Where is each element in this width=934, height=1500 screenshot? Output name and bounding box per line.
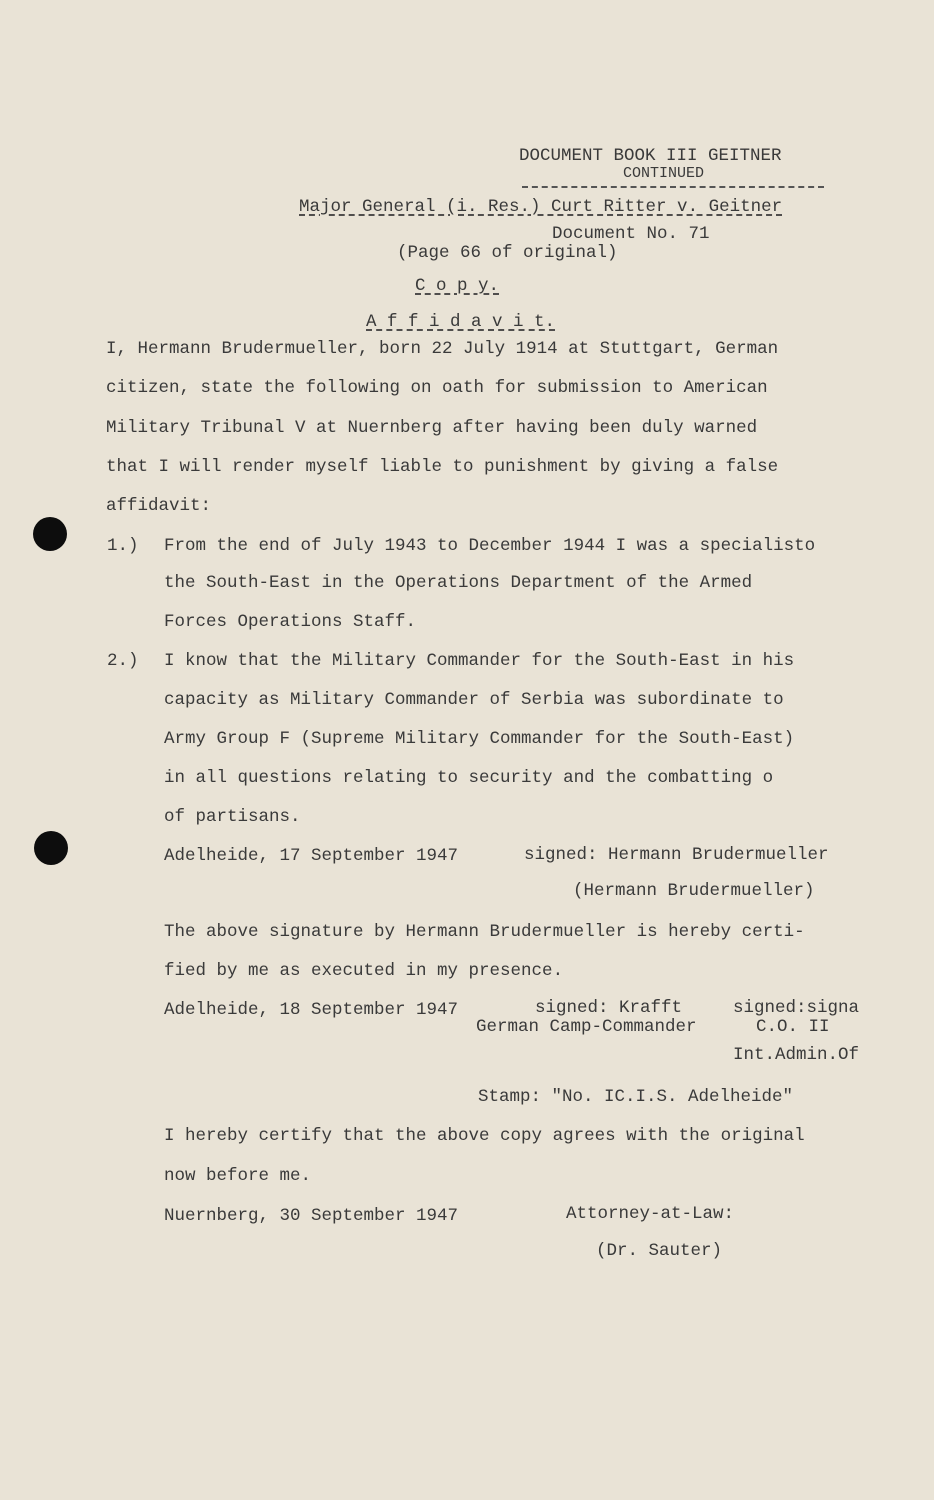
continued-label: CONTINUED [623,165,705,182]
item-line: From the end of July 1943 to December 1944 I was a specialisto [164,536,816,556]
final-line: now before me. [164,1166,312,1186]
signature-place-date: Adelheide, 17 September 1947 [164,846,459,866]
document-book: DOCUMENT BOOK III GEITNER [519,146,782,166]
final-line: I hereby certify that the above copy agrees with the original [164,1126,805,1146]
attorney-label: Attorney-at-Law: [566,1204,735,1224]
item-line: the South-East in the Operations Department of the Armed [164,573,753,593]
document-number: Document No. 71 [552,224,710,244]
copy-title: C o p y. [415,276,500,296]
punch-hole [34,831,68,865]
int-admin-officer: Int.Admin.Of [733,1045,860,1065]
signed-signa: signed:signa [733,998,860,1018]
defendant-line: Major General (i. Res.) Curt Ritter v. Geitner [299,197,783,217]
item-line: Army Group F (Supreme Military Commander for the South-East) [164,729,795,749]
item-line: Forces Operations Staff. [164,612,417,632]
intro-line: Military Tribunal V at Nuernberg after having been duly warned [106,418,758,438]
attorney-name: (Dr. Sauter) [596,1241,723,1261]
commanding-officer: C.O. II [756,1017,830,1037]
intro-line: affidavit: [106,496,212,516]
certification-line: The above signature by Hermann Brudermueller is hereby certi- [164,922,805,942]
affidavit-title: A f f i d a v i t. [366,312,556,332]
signed-krafft: signed: Krafft [535,998,683,1018]
stamp-text: Stamp: "No. IC.I.S. Adelheide" [478,1087,794,1107]
item-line: of partisans. [164,807,301,827]
certification-line: fied by me as executed in my presence. [164,961,564,981]
signature-signed: signed: Hermann Brudermueller [524,845,829,865]
item-line: capacity as Military Commander of Serbia was subordinate to [164,690,784,710]
item-line: I know that the Military Commander for the South-East in his [164,651,795,671]
signature-name: (Hermann Brudermueller) [573,881,815,901]
item-line: in all questions relating to security and the combatting o [164,768,774,788]
camp-commander-title: German Camp-Commander [476,1017,697,1037]
intro-line: I, Hermann Brudermueller, born 22 July 1914 at Stuttgart, German [106,339,779,359]
page-reference: (Page 66 of original) [397,243,618,263]
certification-place-date: Adelheide, 18 September 1947 [164,1000,459,1020]
item-number: 2.) [107,651,139,671]
header-rule [522,186,824,188]
punch-hole [33,517,67,551]
intro-line: that I will render myself liable to punishment by giving a false [106,457,779,477]
item-number: 1.) [107,536,139,556]
final-place-date: Nuernberg, 30 September 1947 [164,1206,459,1226]
intro-line: citizen, state the following on oath for submission to American [106,378,768,398]
